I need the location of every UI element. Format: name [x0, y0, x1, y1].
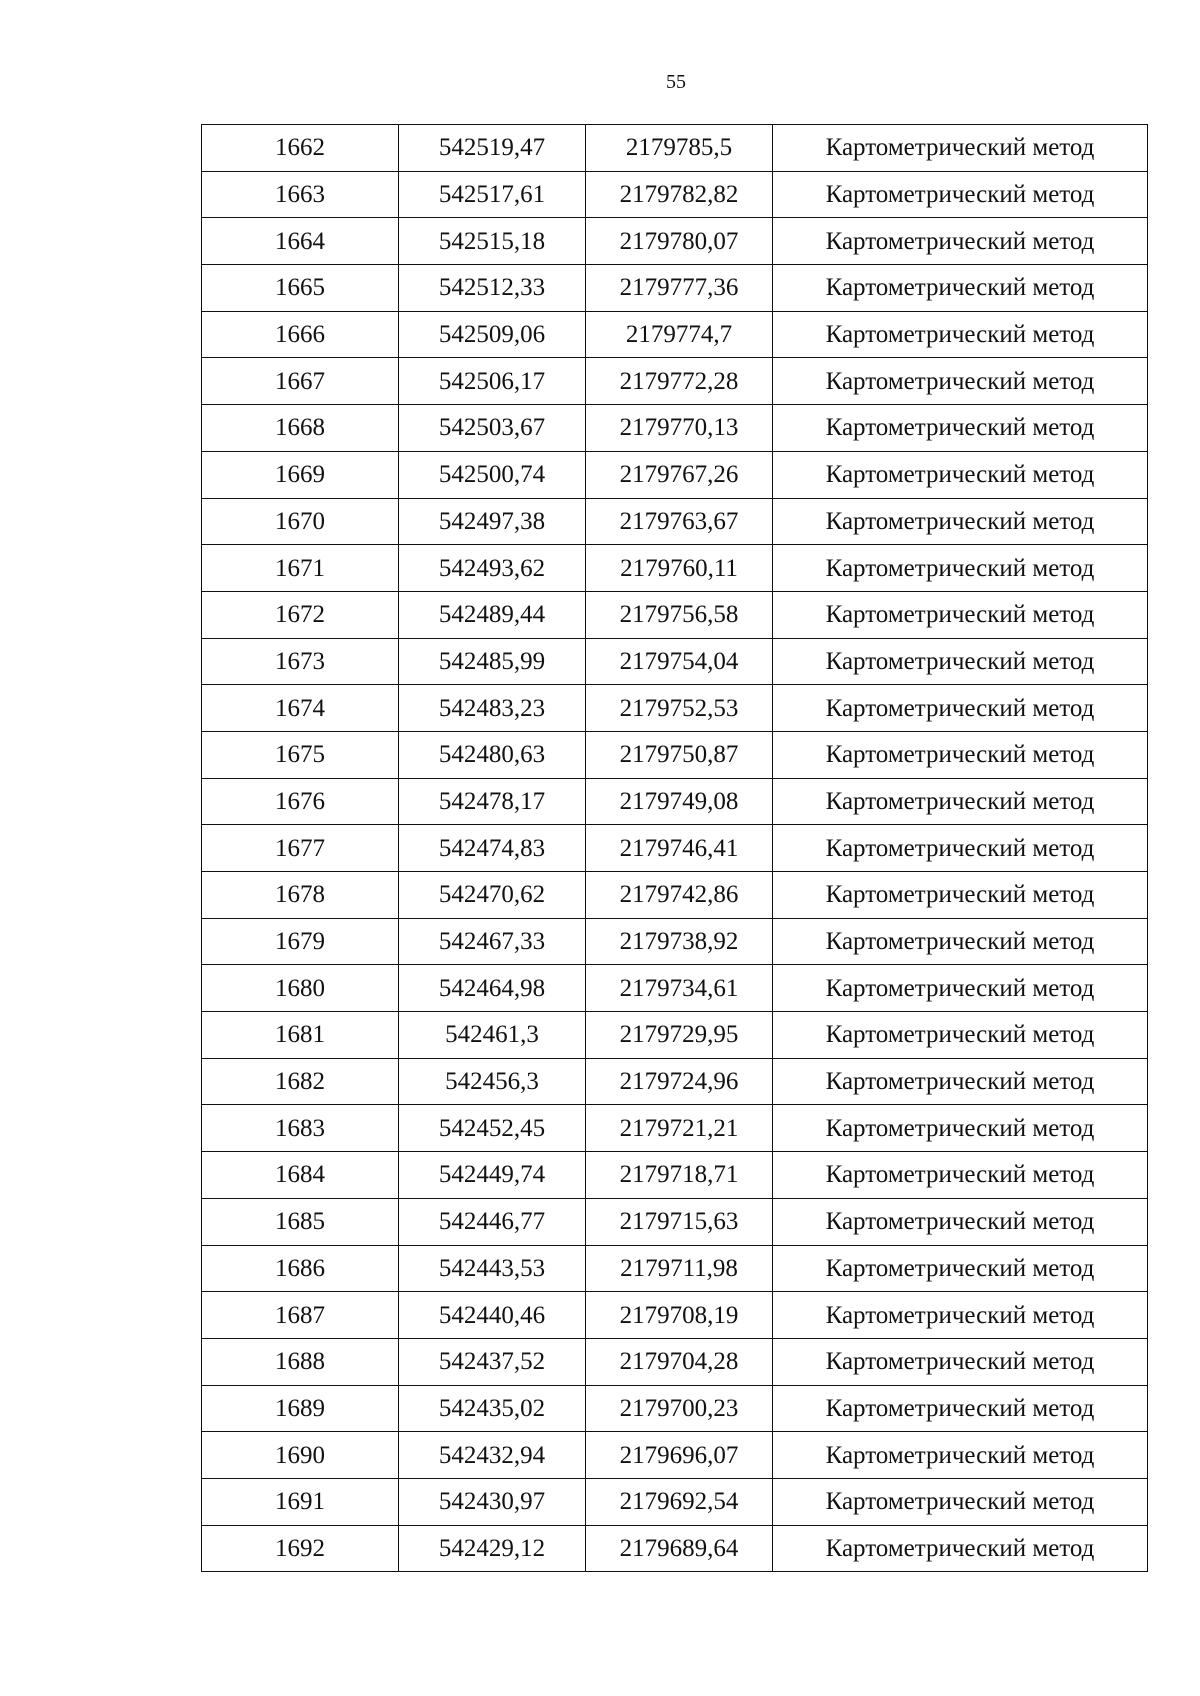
x-coordinate-cell: 542493,62 — [399, 545, 586, 592]
x-coordinate-cell: 542500,74 — [399, 451, 586, 498]
y-coordinate-cell: 2179700,23 — [586, 1385, 773, 1432]
point-number-cell: 1668 — [202, 405, 399, 452]
method-cell: Картометрический метод — [773, 1198, 1148, 1245]
y-coordinate-cell: 2179752,53 — [586, 685, 773, 732]
method-cell: Картометрический метод — [773, 405, 1148, 452]
point-number-cell: 1666 — [202, 311, 399, 358]
x-coordinate-cell: 542478,17 — [399, 778, 586, 825]
y-coordinate-cell: 2179763,67 — [586, 498, 773, 545]
x-coordinate-cell: 542464,98 — [399, 965, 586, 1012]
table-row — [202, 451, 1148, 498]
y-coordinate-cell: 2179696,07 — [586, 1432, 773, 1479]
method-cell: Картометрический метод — [773, 638, 1148, 685]
y-coordinate-cell: 2179738,92 — [586, 918, 773, 965]
x-coordinate-cell: 542467,33 — [399, 918, 586, 965]
y-coordinate-cell: 2179780,07 — [586, 218, 773, 265]
point-number-cell: 1683 — [202, 1105, 399, 1152]
method-cell: Картометрический метод — [773, 1152, 1148, 1199]
x-coordinate-cell: 542452,45 — [399, 1105, 586, 1152]
y-coordinate-cell: 2179750,87 — [586, 731, 773, 778]
point-number-cell: 1676 — [202, 778, 399, 825]
table-row — [202, 1338, 1148, 1385]
x-coordinate-cell: 542430,97 — [399, 1478, 586, 1525]
y-coordinate-cell: 2179734,61 — [586, 965, 773, 1012]
point-number-cell: 1662 — [202, 125, 399, 172]
point-number-cell: 1672 — [202, 591, 399, 638]
y-coordinate-cell: 2179774,7 — [586, 311, 773, 358]
coordinates-table — [201, 124, 1148, 1572]
y-coordinate-cell: 2179754,04 — [586, 638, 773, 685]
x-coordinate-cell: 542515,18 — [399, 218, 586, 265]
point-number-cell: 1681 — [202, 1012, 399, 1059]
table-row — [202, 1152, 1148, 1199]
method-cell: Картометрический метод — [773, 311, 1148, 358]
point-number-cell: 1682 — [202, 1058, 399, 1105]
point-number-cell: 1680 — [202, 965, 399, 1012]
y-coordinate-cell: 2179689,64 — [586, 1525, 773, 1572]
table-row — [202, 1012, 1148, 1059]
table-row — [202, 125, 1148, 172]
x-coordinate-cell: 542517,61 — [399, 171, 586, 218]
x-coordinate-cell: 542470,62 — [399, 872, 586, 919]
table-row — [202, 1292, 1148, 1339]
y-coordinate-cell: 2179742,86 — [586, 872, 773, 919]
x-coordinate-cell: 542483,23 — [399, 685, 586, 732]
x-coordinate-cell: 542506,17 — [399, 358, 586, 405]
y-coordinate-cell: 2179746,41 — [586, 825, 773, 872]
method-cell: Картометрический метод — [773, 778, 1148, 825]
point-number-cell: 1689 — [202, 1385, 399, 1432]
table-row — [202, 825, 1148, 872]
method-cell: Картометрический метод — [773, 545, 1148, 592]
table-row — [202, 171, 1148, 218]
method-cell: Картометрический метод — [773, 1338, 1148, 1385]
table-row — [202, 1198, 1148, 1245]
table-row — [202, 731, 1148, 778]
table-row — [202, 1105, 1148, 1152]
point-number-cell: 1671 — [202, 545, 399, 592]
table-row — [202, 918, 1148, 965]
x-coordinate-cell: 542509,06 — [399, 311, 586, 358]
y-coordinate-cell: 2179760,11 — [586, 545, 773, 592]
y-coordinate-cell: 2179785,5 — [586, 125, 773, 172]
y-coordinate-cell: 2179772,28 — [586, 358, 773, 405]
table-row — [202, 778, 1148, 825]
method-cell: Картометрический метод — [773, 1245, 1148, 1292]
point-number-cell: 1688 — [202, 1338, 399, 1385]
method-cell: Картометрический метод — [773, 872, 1148, 919]
point-number-cell: 1673 — [202, 638, 399, 685]
x-coordinate-cell: 542474,83 — [399, 825, 586, 872]
point-number-cell: 1677 — [202, 825, 399, 872]
point-number-cell: 1674 — [202, 685, 399, 732]
method-cell: Картометрический метод — [773, 825, 1148, 872]
x-coordinate-cell: 542446,77 — [399, 1198, 586, 1245]
point-number-cell: 1684 — [202, 1152, 399, 1199]
y-coordinate-cell: 2179721,21 — [586, 1105, 773, 1152]
method-cell: Картометрический метод — [773, 498, 1148, 545]
point-number-cell: 1667 — [202, 358, 399, 405]
y-coordinate-cell: 2179708,19 — [586, 1292, 773, 1339]
table-row — [202, 1525, 1148, 1572]
point-number-cell: 1664 — [202, 218, 399, 265]
table-row — [202, 965, 1148, 1012]
page-number: 55 — [666, 71, 686, 93]
x-coordinate-cell: 542429,12 — [399, 1525, 586, 1572]
y-coordinate-cell: 2179782,82 — [586, 171, 773, 218]
y-coordinate-cell: 2179718,71 — [586, 1152, 773, 1199]
point-number-cell: 1692 — [202, 1525, 399, 1572]
x-coordinate-cell: 542503,67 — [399, 405, 586, 452]
x-coordinate-cell: 542432,94 — [399, 1432, 586, 1479]
table-row — [202, 591, 1148, 638]
method-cell: Картометрический метод — [773, 451, 1148, 498]
table-row — [202, 265, 1148, 312]
method-cell: Картометрический метод — [773, 1012, 1148, 1059]
point-number-cell: 1665 — [202, 265, 399, 312]
x-coordinate-cell: 542443,53 — [399, 1245, 586, 1292]
y-coordinate-cell: 2179770,13 — [586, 405, 773, 452]
x-coordinate-cell: 542497,38 — [399, 498, 586, 545]
x-coordinate-cell: 542489,44 — [399, 591, 586, 638]
table-row — [202, 1385, 1148, 1432]
method-cell: Картометрический метод — [773, 125, 1148, 172]
y-coordinate-cell: 2179715,63 — [586, 1198, 773, 1245]
y-coordinate-cell: 2179777,36 — [586, 265, 773, 312]
method-cell: Картометрический метод — [773, 1105, 1148, 1152]
method-cell: Картометрический метод — [773, 358, 1148, 405]
y-coordinate-cell: 2179692,54 — [586, 1478, 773, 1525]
method-cell: Картометрический метод — [773, 965, 1148, 1012]
point-number-cell: 1687 — [202, 1292, 399, 1339]
coordinates-table-body — [202, 125, 1148, 1572]
x-coordinate-cell: 542437,52 — [399, 1338, 586, 1385]
x-coordinate-cell: 542461,3 — [399, 1012, 586, 1059]
y-coordinate-cell: 2179704,28 — [586, 1338, 773, 1385]
x-coordinate-cell: 542485,99 — [399, 638, 586, 685]
table-row — [202, 358, 1148, 405]
method-cell: Картометрический метод — [773, 171, 1148, 218]
table-row — [202, 545, 1148, 592]
table-row — [202, 685, 1148, 732]
x-coordinate-cell: 542440,46 — [399, 1292, 586, 1339]
method-cell: Картометрический метод — [773, 1432, 1148, 1479]
point-number-cell: 1669 — [202, 451, 399, 498]
y-coordinate-cell: 2179729,95 — [586, 1012, 773, 1059]
point-number-cell: 1670 — [202, 498, 399, 545]
method-cell: Картометрический метод — [773, 918, 1148, 965]
table-row — [202, 1058, 1148, 1105]
point-number-cell: 1663 — [202, 171, 399, 218]
method-cell: Картометрический метод — [773, 265, 1148, 312]
x-coordinate-cell: 542512,33 — [399, 265, 586, 312]
table-row — [202, 1478, 1148, 1525]
table-row — [202, 1432, 1148, 1479]
table-row — [202, 405, 1148, 452]
method-cell: Картометрический метод — [773, 1292, 1148, 1339]
method-cell: Картометрический метод — [773, 591, 1148, 638]
x-coordinate-cell: 542519,47 — [399, 125, 586, 172]
y-coordinate-cell: 2179724,96 — [586, 1058, 773, 1105]
method-cell: Картометрический метод — [773, 1385, 1148, 1432]
method-cell: Картометрический метод — [773, 1525, 1148, 1572]
table-row — [202, 498, 1148, 545]
table-row — [202, 638, 1148, 685]
point-number-cell: 1675 — [202, 731, 399, 778]
y-coordinate-cell: 2179767,26 — [586, 451, 773, 498]
y-coordinate-cell: 2179749,08 — [586, 778, 773, 825]
table-row — [202, 1245, 1148, 1292]
method-cell: Картометрический метод — [773, 731, 1148, 778]
table-row — [202, 218, 1148, 265]
table-row — [202, 311, 1148, 358]
point-number-cell: 1690 — [202, 1432, 399, 1479]
x-coordinate-cell: 542449,74 — [399, 1152, 586, 1199]
x-coordinate-cell: 542435,02 — [399, 1385, 586, 1432]
point-number-cell: 1691 — [202, 1478, 399, 1525]
method-cell: Картометрический метод — [773, 1478, 1148, 1525]
y-coordinate-cell: 2179711,98 — [586, 1245, 773, 1292]
point-number-cell: 1678 — [202, 872, 399, 919]
point-number-cell: 1685 — [202, 1198, 399, 1245]
x-coordinate-cell: 542480,63 — [399, 731, 586, 778]
x-coordinate-cell: 542456,3 — [399, 1058, 586, 1105]
table-row — [202, 872, 1148, 919]
y-coordinate-cell: 2179756,58 — [586, 591, 773, 638]
point-number-cell: 1679 — [202, 918, 399, 965]
point-number-cell: 1686 — [202, 1245, 399, 1292]
method-cell: Картометрический метод — [773, 685, 1148, 732]
method-cell: Картометрический метод — [773, 218, 1148, 265]
method-cell: Картометрический метод — [773, 1058, 1148, 1105]
